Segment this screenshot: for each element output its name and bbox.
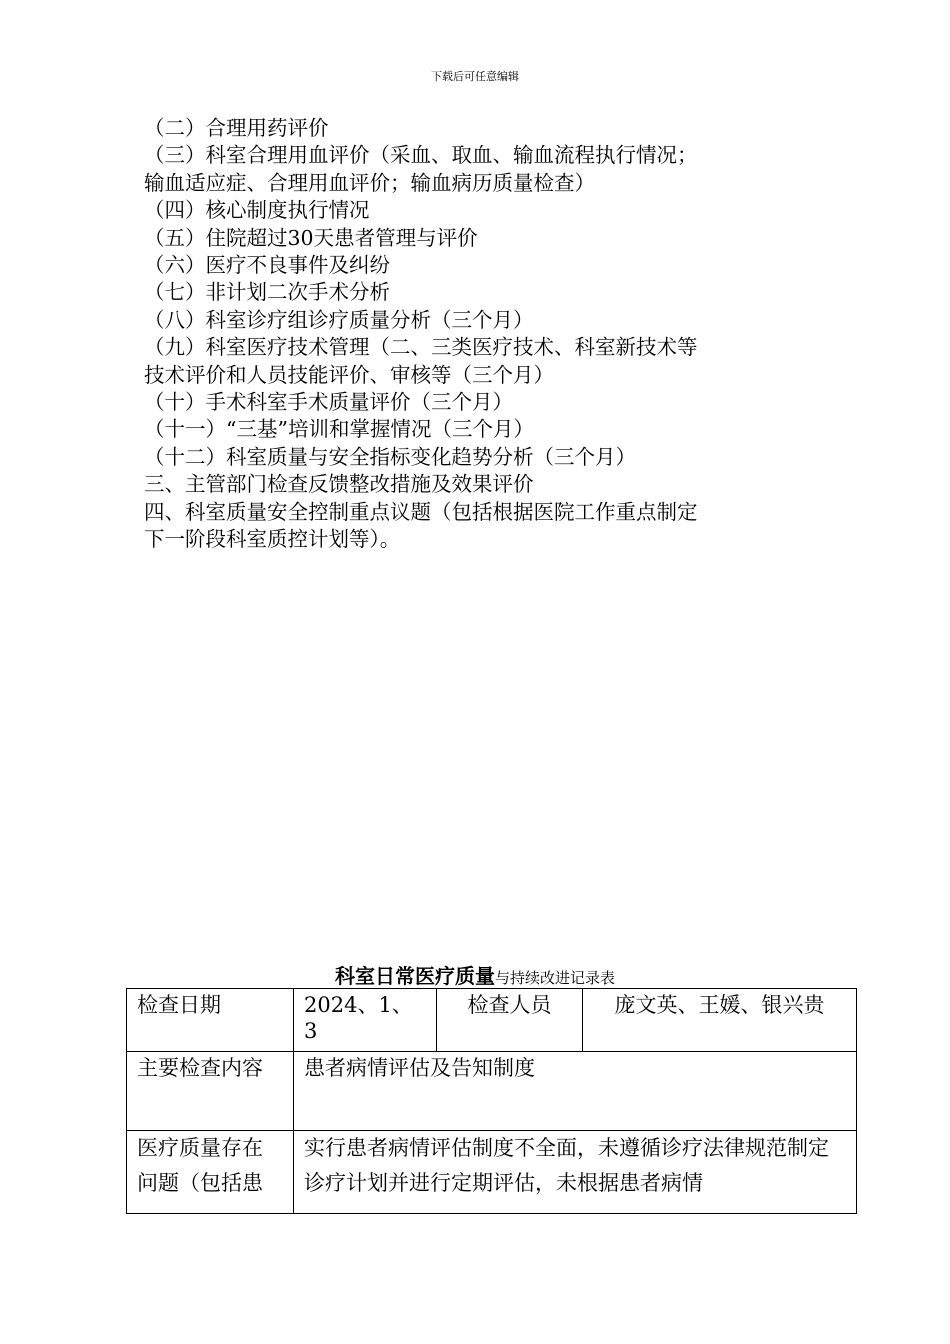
issues-value: 实行患者病情评估制度不全面，未遵循诊疗法律规范制定诊疗计划并进行定期评估，未根据患者病情 — [294, 1131, 857, 1214]
outline-item: （十一）“三基”培训和掌握情况（三个月） — [144, 417, 534, 442]
table-row — [127, 1052, 857, 1131]
table-row — [127, 989, 857, 1052]
outline-list — [144, 115, 824, 554]
content-value: 患者病情评估及告知制度 — [294, 1052, 857, 1131]
table-title — [0, 960, 950, 989]
quality-record-table — [126, 988, 857, 1214]
outline-item: （六）医疗不良事件及纠纷 — [144, 253, 390, 278]
outline-item: （八）科室诊疗组诊疗质量分析（三个月） — [144, 307, 534, 332]
check-date-value: 2024、1、3 — [294, 989, 437, 1052]
download-note: 下载后可任意编辑 — [431, 70, 519, 83]
outline-item: 下一阶段科室质控计划等）。 — [144, 527, 401, 552]
outline-item: 四、科室质量安全控制重点议题（包括根据医院工作重点制定 — [144, 499, 698, 524]
table-title-sub: 与持续改进记录表 — [494, 969, 615, 987]
outline-item: （三）科室合理用血评价（采血、取血、输血流程执行情况； — [144, 143, 698, 168]
outline-item: 三、主管部门检查反馈整改措施及效果评价 — [144, 472, 534, 497]
check-date-label: 检查日期 — [127, 989, 294, 1052]
content-label: 主要检查内容 — [127, 1052, 294, 1131]
outline-item: （五）住院超过30天患者管理与评价 — [144, 225, 478, 250]
table-row — [127, 1131, 857, 1214]
outline-item: （七）非计划二次手术分析 — [144, 280, 390, 305]
outline-item: （十二）科室质量与安全指标变化趋势分析（三个月） — [144, 444, 636, 469]
outline-item: 输血适应症、合理用血评价；输血病历质量检查） — [144, 170, 595, 195]
table-title-main: 科室日常医疗质量 — [334, 964, 495, 988]
inspector-value: 庞文英、王媛、银兴贵 — [583, 989, 857, 1052]
outline-item: （四）核心制度执行情况 — [144, 198, 370, 223]
issues-label: 医疗质量存在问题（包括患 — [127, 1131, 294, 1214]
outline-item: （十）手术科室手术质量评价（三个月） — [144, 390, 513, 415]
outline-item: （九）科室医疗技术管理（二、三类医疗技术、科室新技术等 — [144, 335, 698, 360]
outline-item: （二）合理用药评价 — [144, 116, 329, 140]
inspector-label: 检查人员 — [437, 989, 583, 1052]
outline-item: 技术评价和人员技能评价、审核等（三个月） — [144, 362, 554, 387]
